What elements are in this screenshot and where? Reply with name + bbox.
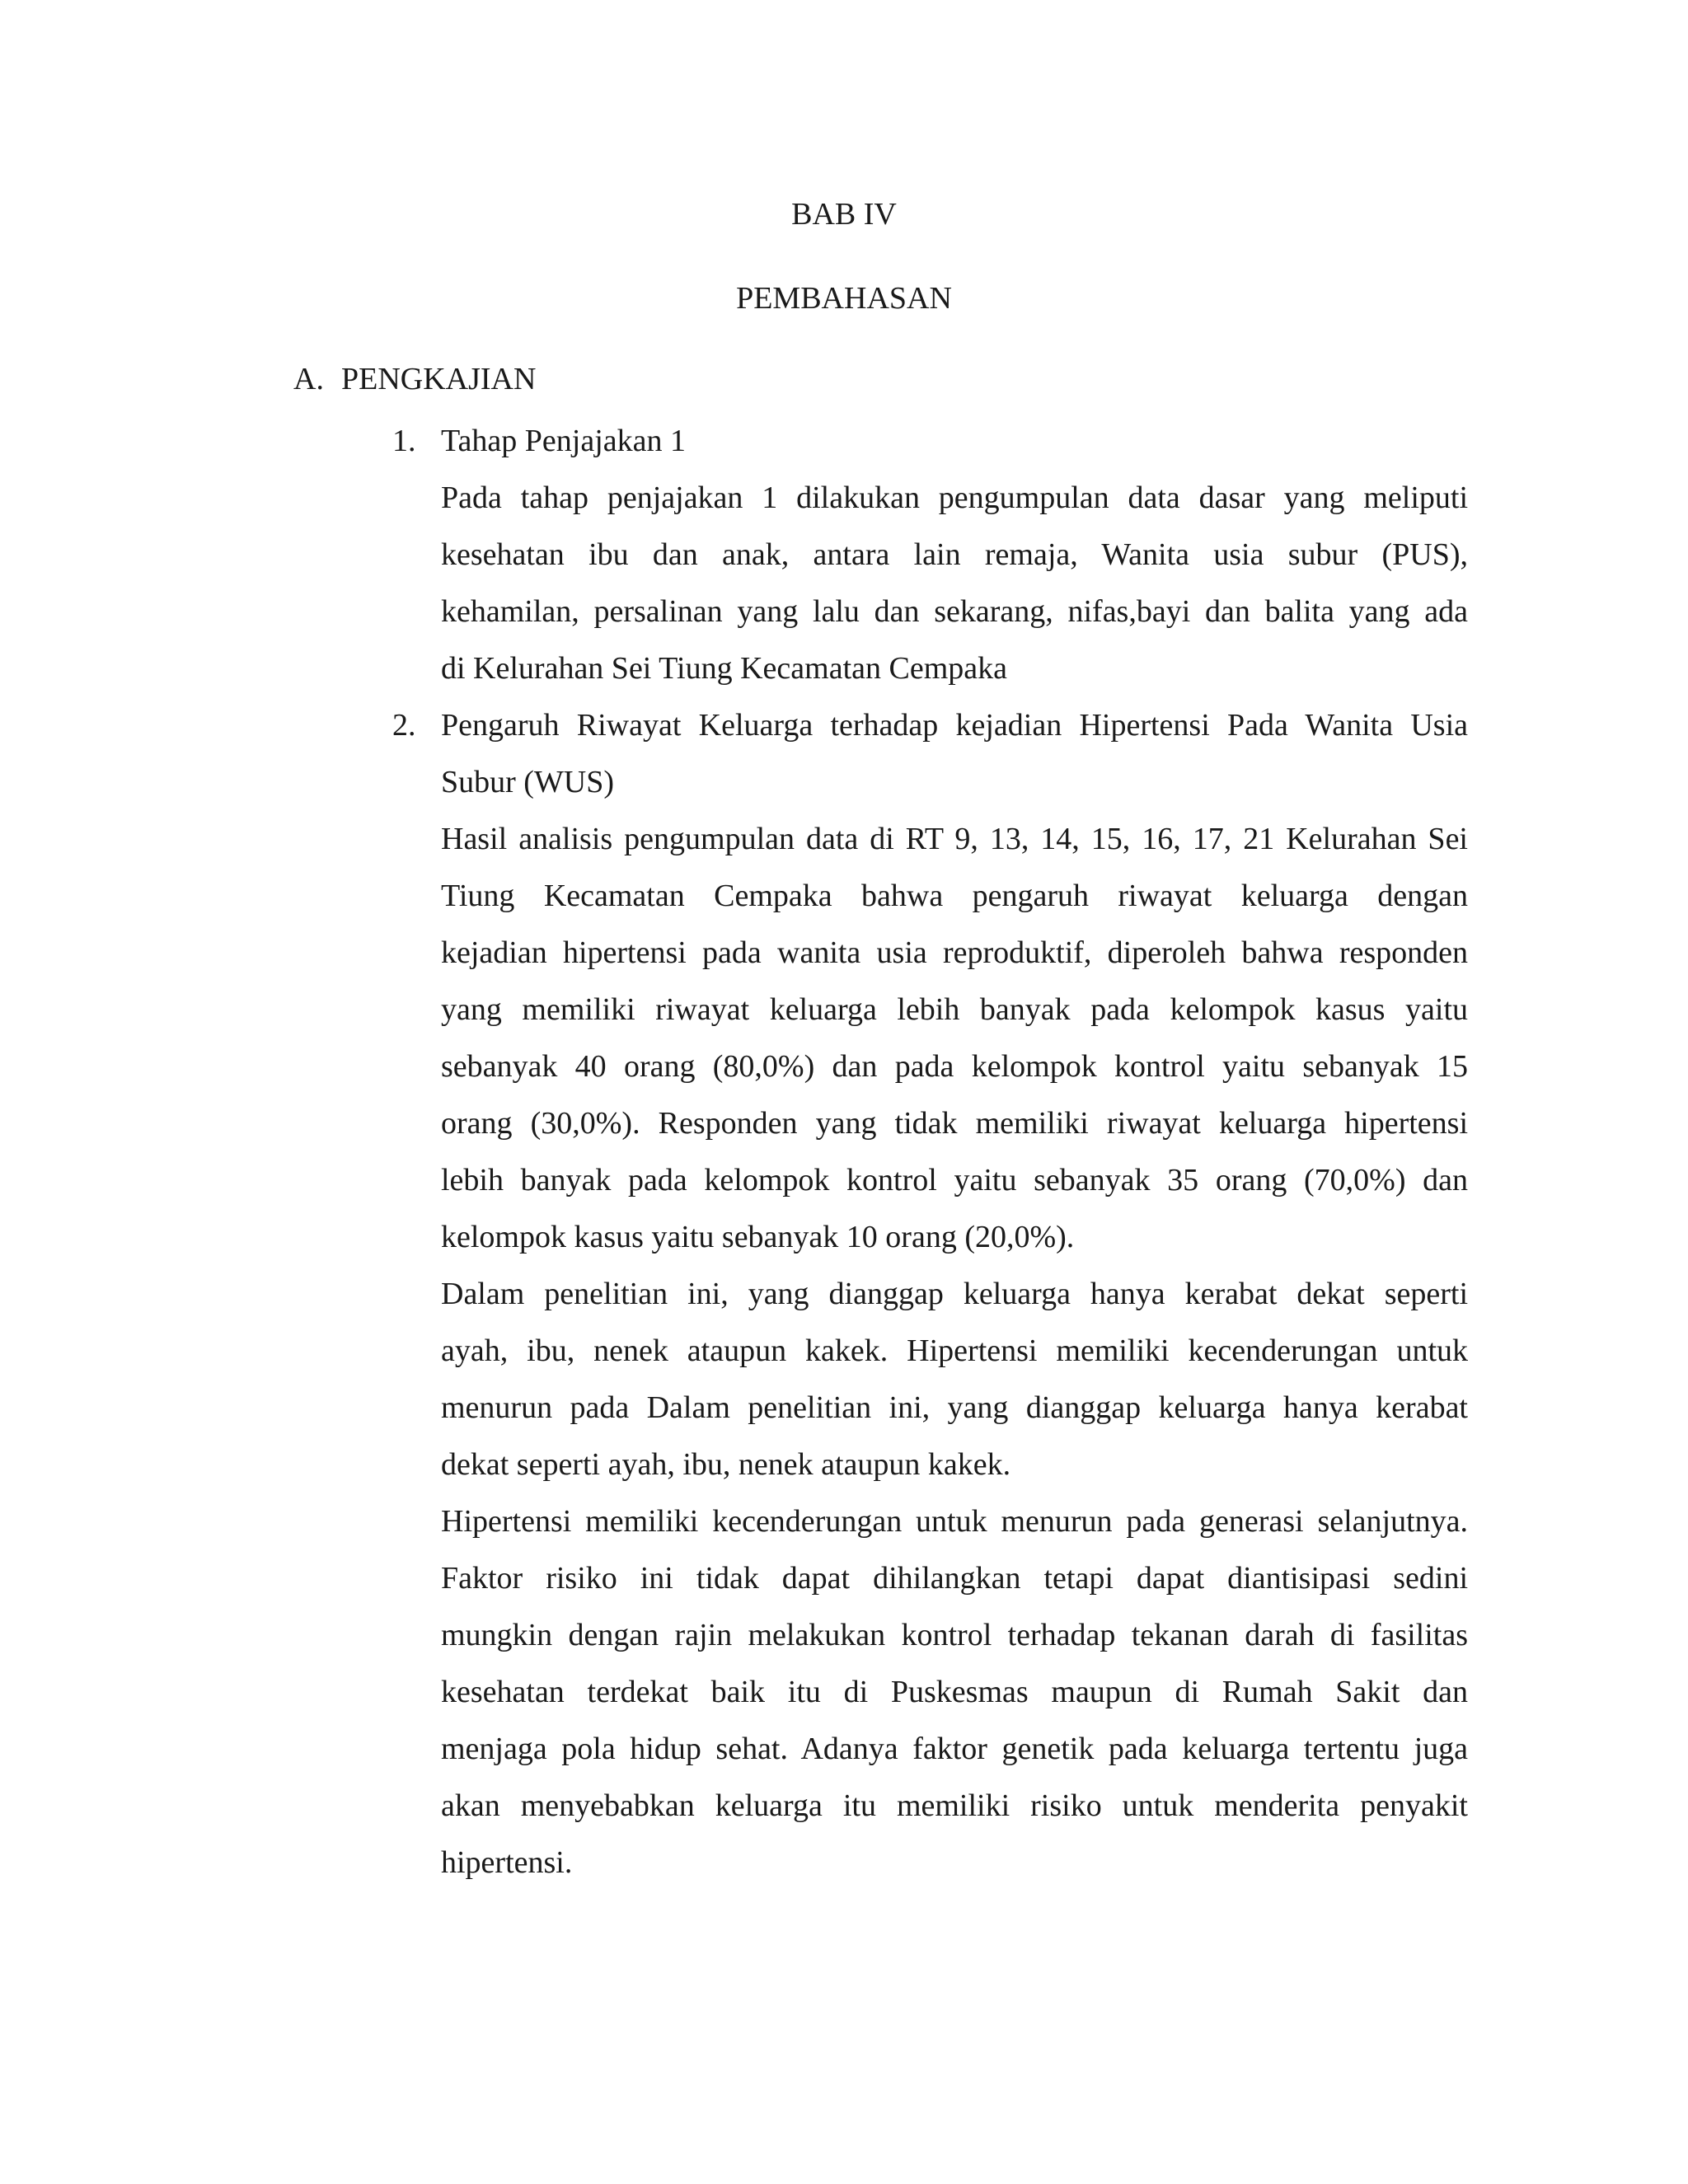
paragraph-line: Dalam penelitian ini, yang dianggap keluarga hanya kerabat dekat seperti (441, 1277, 1468, 1311)
paragraph (441, 811, 1468, 1266)
item-heading-line: Subur (WUS) (441, 765, 615, 799)
paragraph-line: kejadian hipertensi pada wanita usia reproduktif, diperoleh bahwa responden (441, 935, 1468, 970)
paragraph-line: kesehatan ibu dan anak, antara lain remaja, Wanita usia subur (PUS), (441, 537, 1468, 572)
paragraph-line: Faktor risiko ini tidak dapat dihilangkan tetapi dapat diantisipasi sedini (441, 1561, 1468, 1596)
item-heading-line: Pengaruh Riwayat Keluarga terhadap kejadian Hipertensi Pada Wanita Usia (441, 708, 1468, 743)
paragraph-line: ayah, ibu, nenek ataupun kakek. Hipertensi memiliki kecenderungan untuk (441, 1333, 1468, 1368)
paragraph-line: orang (30,0%). Responden yang tidak memiliki riwayat keluarga hipertensi (441, 1106, 1468, 1141)
item-number: 1. (392, 424, 416, 458)
item-heading (441, 697, 1468, 811)
paragraph-line: lebih banyak pada kelompok kontrol yaitu sebanyak 35 orang (70,0%) dan (441, 1163, 1468, 1197)
paragraph (441, 1493, 1468, 1891)
paragraph-line: menurun pada Dalam penelitian ini, yang dianggap keluarga hanya kerabat (441, 1390, 1468, 1425)
section-label: PENGKAJIAN (341, 362, 537, 396)
chapter-title: PEMBAHASAN (736, 281, 952, 316)
item-heading (441, 413, 1468, 470)
paragraph-line: Hasil analisis pengumpulan data di RT 9, 13, 14, 15, 16, 17, 21 Kelurahan Sei (441, 822, 1468, 856)
paragraph-line: Tiung Kecamatan Cempaka bahwa pengaruh riwayat keluarga dengan (441, 879, 1468, 913)
chapter-heading: BAB IV (791, 197, 897, 232)
paragraph-line: kelompok kasus yaitu sebanyak 10 orang (20,0%). (441, 1220, 1075, 1254)
paragraph-line: menjaga pola hidup sehat. Adanya faktor genetik pada keluarga tertentu juga (441, 1732, 1468, 1766)
paragraph-line: akan menyebabkan keluarga itu memiliki risiko untuk menderita penyakit (441, 1788, 1468, 1823)
paragraph-line: Hipertensi memiliki kecenderungan untuk menurun pada generasi selanjutnya. (441, 1504, 1468, 1539)
paragraph-line: kehamilan, persalinan yang lalu dan sekarang, nifas,bayi dan balita yang ada (441, 594, 1468, 629)
paragraph-line: kesehatan terdekat baik itu di Puskesmas maupun di Rumah Sakit dan (441, 1675, 1468, 1709)
item-number: 2. (392, 708, 416, 743)
item-heading-line: Tahap Penjajakan 1 (441, 424, 687, 458)
section-heading (293, 360, 536, 398)
paragraph-line: mungkin dengan rajin melakukan kontrol terhadap tekanan darah di fasilitas (441, 1618, 1468, 1652)
paragraph-line: di Kelurahan Sei Tiung Kecamatan Cempaka (441, 651, 1008, 686)
paragraph-line: dekat seperti ayah, ibu, nenek ataupun kakek. (441, 1447, 1011, 1482)
paragraph (441, 1266, 1468, 1493)
paragraph-line: hipertensi. (441, 1845, 573, 1880)
paragraph-line: Pada tahap penjajakan 1 dilakukan pengumpulan data dasar yang meliputi (441, 480, 1468, 515)
paragraph (441, 470, 1468, 697)
paragraph-line: yang memiliki riwayat keluarga lebih banyak pada kelompok kasus yaitu (441, 992, 1468, 1027)
section-marker: A. (293, 362, 324, 396)
paragraph-line: sebanyak 40 orang (80,0%) dan pada kelompok kontrol yaitu sebanyak 15 (441, 1049, 1468, 1084)
